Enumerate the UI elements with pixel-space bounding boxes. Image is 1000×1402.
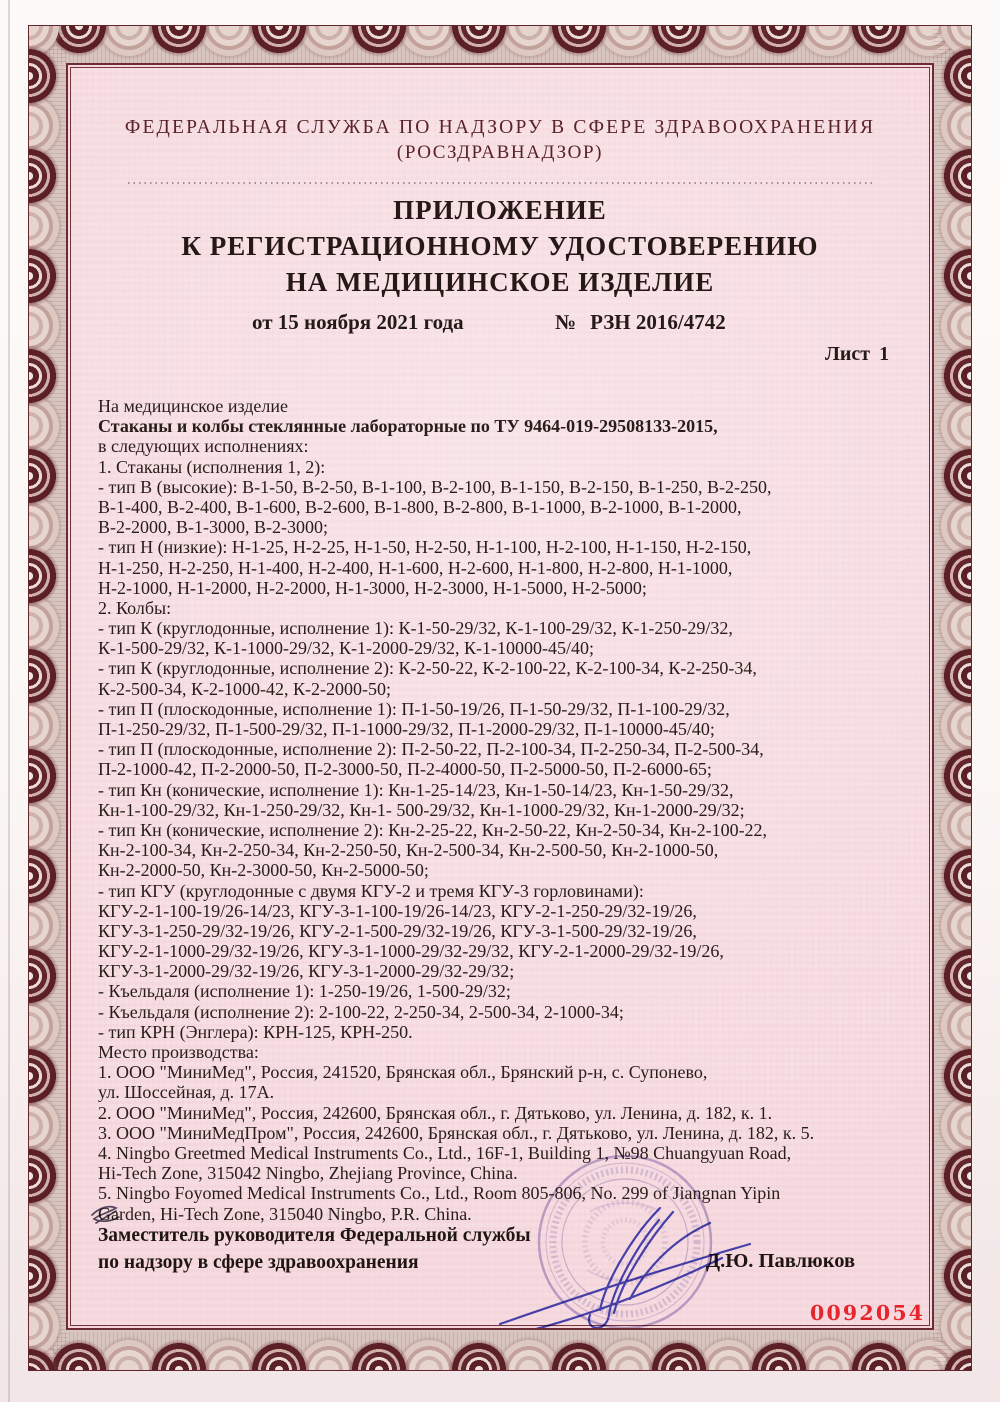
body-line: 4. Ningbo Greetmed Medical Instruments Co., Ltd., 16F-1, Building 1, №98 Chuangyuan Road, — [98, 1142, 792, 1163]
device-description — [98, 396, 918, 1224]
document-title-line1: ПРИЛОЖЕНИЕ — [393, 195, 607, 225]
document-title-line2: К РЕГИСТРАЦИОННОМУ УДОСТОВЕРЕНИЮ — [181, 231, 819, 261]
scan-edge-artifact — [8, 0, 10, 1402]
body-line: 1. Стаканы (исполнения 1, 2): — [98, 456, 326, 477]
body-line: в следующих исполнениях: — [98, 436, 309, 457]
body-line: Hi-Tech Zone, 315042 Ningbo, Zhejiang Province, China. — [98, 1163, 518, 1184]
body-line: КГУ-3-1-250-29/32-19/26, КГУ-2-1-500-29/32-19/26, КГУ-3-1-500-29/32-19/26, — [98, 920, 697, 941]
signatory-role-line1: Заместитель руководителя Федеральной службы — [98, 1225, 531, 1246]
body-line: В-1-400, В-2-400, В-1-600, В-2-600, В-1-800, В-2-800, В-1-1000, В-2-1000, В-1-2000, — [98, 496, 742, 517]
dotted-divider — [128, 182, 876, 184]
document-title-line3: НА МЕДИЦИНСКОЕ ИЗДЕЛИЕ — [285, 267, 715, 297]
body-line: - тип П (плоскодонные, исполнение 1): П-1-50-19/26, П-1-50-29/32, П-1-100-29/32, — [98, 698, 730, 719]
certificate-sheet — [66, 63, 934, 1330]
body-line: - тип Кн (конические, исполнение 1): Кн-1-25-14/23, Кн-1-50-14/23, Кн-1-50-29/32, — [98, 779, 734, 800]
body-line: - Къельдаля (исполнение 1): 1-250-19/26, 1-500-29/32; — [98, 981, 511, 1002]
body-line: - тип К (круглодонные, исполнение 1): К-1-50-29/32, К-1-100-29/32, К-1-250-29/32, — [98, 618, 733, 639]
device-description-lines — [98, 436, 918, 1224]
signatory-name: Д.Ю. Павлюков — [706, 1250, 856, 1272]
signatory-role-line2: по надзору в сфере здравоохранения — [98, 1252, 419, 1273]
form-serial-number: 0092054 — [810, 1301, 926, 1325]
body-line: П-1-250-29/32, П-1-500-29/32, П-1-1000-29/32, П-1-2000-29/32, П-1-10000-45/40; — [98, 719, 715, 739]
body-line: - тип Н (низкие): Н-1-25, Н-2-25, Н-1-50, Н-2-50, Н-1-100, Н-2-100, Н-1-150, Н-2-150, — [98, 537, 752, 558]
number-value: РЗН 2016/4742 — [590, 310, 726, 334]
body-line: П-2-1000-42, П-2-2000-50, П-2-3000-50, П-2-4000-50, П-2-5000-50, П-2-6000-65; — [98, 759, 712, 780]
body-line: Кн-1-100-29/32, Кн-1-250-29/32, Кн-1- 500-29/32, Кн-1-1000-29/32, Кн-1-2000-29/32; — [98, 799, 745, 820]
body-line: Кн-2-2000-50, Кн-2-3000-50, Кн-2-5000-50; — [98, 860, 429, 881]
body-line: В-2-2000, В-1-3000, В-2-3000; — [98, 517, 328, 538]
body-line: - Къельдаля (исполнение 2): 2-100-22, 2-250-34, 2-500-34, 2-1000-34; — [98, 1001, 624, 1022]
body-line: 5. Ningbo Foyomed Medical Instruments Co., Ltd., Room 805-806, No. 299 of Jiangnan Yipin — [98, 1183, 781, 1204]
sheet-number-value: 1 — [879, 343, 890, 365]
border-right-pattern — [933, 26, 971, 1370]
issuing-authority-short-name: (РОСЗДРАВНАДЗОР) — [396, 142, 604, 163]
body-line: К-2-500-34, К-2-1000-42, К-2-2000-50; — [98, 678, 391, 699]
body-line: КГУ-3-1-2000-29/32-19/26, КГУ-3-1-2000-29/32-29/32; — [98, 961, 515, 982]
body-line: 2. ООО "МиниМед", Россия, 242600, Брянская обл., г. Дятьково, ул. Ленина, д. 182, к. 1. — [98, 1102, 773, 1123]
number-sign: № — [555, 310, 577, 334]
border-left-pattern — [29, 26, 67, 1370]
issue-date: от 15 ноября 2021 года — [252, 310, 464, 334]
body-line: 1. ООО "МиниМед", Россия, 241520, Брянская обл., Брянский р-н, с. Супонево, — [98, 1062, 708, 1083]
body-line: К-1-500-29/32, К-1-1000-29/32, К-1-2000-29/32, К-1-10000-45/40; — [98, 638, 594, 659]
handwritten-mark — [86, 1201, 126, 1233]
body-line: Н-2-1000, Н-1-2000, Н-2-2000, Н-1-3000, Н-2-3000, Н-1-5000, Н-2-5000; — [98, 577, 647, 598]
body-line: - тип КРН (Энглера): КРН-125, КРН-250. — [98, 1021, 413, 1042]
body-line: КГУ-2-1-100-19/26-14/23, КГУ-3-1-100-19/26-14/23, КГУ-2-1-250-29/32-19/26, — [98, 900, 697, 921]
signature — [482, 1182, 782, 1330]
body-line: - тип Кн (конические, исполнение 2): Кн-2-25-22, Кн-2-50-22, Кн-2-50-34, Кн-2-100-22, — [98, 819, 768, 840]
body-line: 3. ООО "МиниМедПром", Россия, 242600, Брянская обл., г. Дятьково, ул. Ленина, д. 182, к. 5. — [98, 1122, 815, 1143]
body-line: 2. Колбы: — [98, 597, 172, 618]
issuing-authority-name: ФЕДЕРАЛЬНАЯ СЛУЖБА ПО НАДЗОРУ В СФЕРЕ ЗДРАВООХРАНЕНИЯ — [124, 117, 876, 138]
device-name: Стаканы и колбы стеклянные лабораторные по ТУ 9464-019-29508133-2015, — [98, 416, 718, 437]
body-line: Кн-2-100-34, Кн-2-250-34, Кн-2-250-50, Кн-2-500-34, Кн-2-500-50, Кн-2-1000-50, — [98, 840, 719, 861]
body-line: - тип К (круглодонные, исполнение 2): К-2-50-22, К-2-100-22, К-2-100-34, К-2-250-34, — [98, 658, 757, 679]
sheet-number — [825, 343, 889, 366]
body-line: - тип КГУ (круглодонные с двумя КГУ-2 и тремя КГУ-3 горловинами): — [98, 880, 644, 901]
body-line: Н-1-250, Н-2-250, Н-1-400, Н-2-400, Н-1-600, Н-2-600, Н-1-800, Н-2-800, Н-1-1000, — [98, 557, 733, 578]
body-line: Место производства: — [98, 1042, 259, 1062]
body-line: ул. Шоссейная, д. 17А. — [98, 1082, 275, 1103]
device-intro-line: На медицинское изделие — [98, 396, 289, 416]
border-bottom-pattern — [29, 1332, 971, 1370]
body-line: Garden, Hi-Tech Zone, 315040 Ningbo, P.R. China. — [98, 1203, 472, 1224]
body-line: - тип В (высокие): В-1-50, В-2-50, В-1-100, В-2-100, В-1-150, В-2-150, В-1-250, В-2-250, — [98, 476, 772, 497]
registration-number — [555, 310, 726, 335]
body-line: - тип П (плоскодонные, исполнение 2): П-2-50-22, П-2-100-34, П-2-250-34, П-2-500-34, — [98, 739, 764, 760]
body-line: КГУ-2-1-1000-29/32-19/26, КГУ-3-1-1000-29/32-29/32, КГУ-2-1-2000-29/32-19/26, — [98, 941, 724, 962]
sheet-word: Лист — [825, 343, 871, 365]
border-top-pattern — [29, 26, 971, 64]
